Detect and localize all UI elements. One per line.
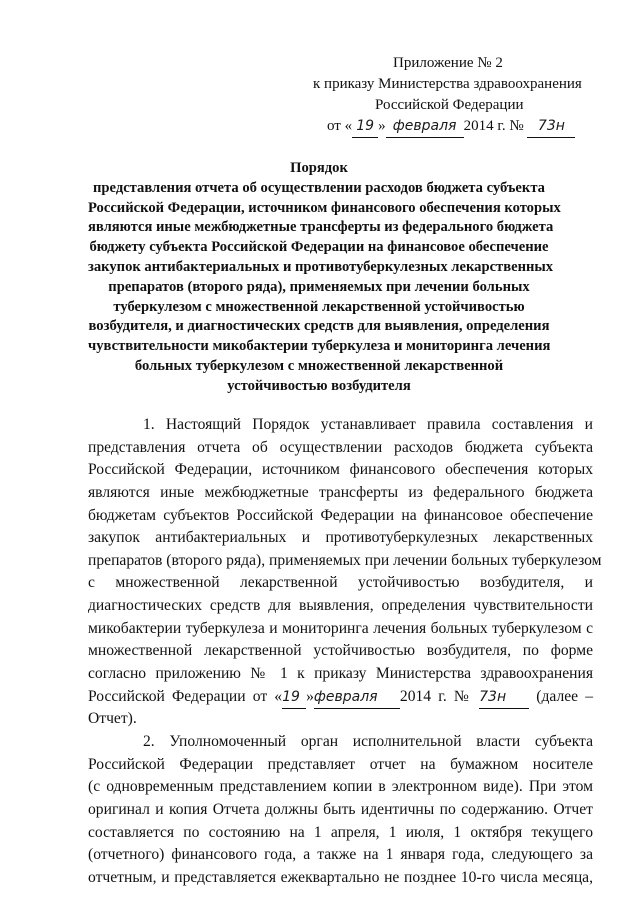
ref-year: 2014 г. № [399, 687, 472, 705]
appendix-number: Приложение № 2 [393, 55, 503, 71]
date-mid: » [378, 118, 386, 134]
title-line: бюджету субъекта Российской Федерации на финансовое обеспечение [89, 239, 549, 256]
paragraph-2 [88, 731, 593, 889]
paragraph-line: согласно приложению № 1 к приказу Министерства здравоохранения [88, 665, 593, 683]
title-line: закупок антибактериальных и противотуберкулезных лекарственных [88, 258, 554, 275]
paragraph-line: оригинал и копия Отчета должны быть идентичны по содержанию. Отчет [88, 800, 593, 818]
paragraph-line: с множественной лекарственной устойчивостью возбудителя, и [88, 574, 593, 592]
paragraph-line: отчетным, и представляется ежеквартально не позднее 10-го числа месяца, [88, 868, 593, 886]
title-line: туберкулезом с множественной лекарственной устойчивостью [113, 298, 525, 315]
paragraph-line: (с одновременным представлением копии в электронном виде). При этом [88, 778, 593, 796]
paragraph-line: препаратов (второго ряда), применяемых при лечении больных туберкулезом [88, 551, 602, 569]
date-prefix: от « [327, 118, 353, 134]
paragraph-line: множественной лекарственной устойчивостью возбудителя, по форме [88, 642, 593, 660]
title-line: представления отчета об осуществлении расходов бюджета субъекта [93, 179, 545, 196]
ref-month-handwritten: февраля [314, 686, 400, 710]
paragraph-line: (отчетного) финансового года, а также на 1 января года, следующего за [88, 846, 593, 864]
paragraph-1 [88, 414, 602, 731]
document-title [88, 159, 561, 397]
appendix-date-line [327, 116, 575, 138]
paragraph-line: микобактерии туберкулеза и мониторинга лечения больных туберкулезом с [88, 619, 593, 637]
title-line: больных туберкулезом с множественной лекарственной [134, 357, 504, 374]
title-line: чувствительности микобактерии туберкулеза и мониторинга лечения [88, 338, 551, 355]
paragraph-line: диагностических средств для выявления, определения чувствительности [88, 597, 593, 615]
date-day-handwritten: 19 [352, 116, 378, 138]
ref-number-handwritten: 73н [479, 686, 529, 710]
paragraph-line: Отчет). [88, 710, 137, 728]
appendix-federation-line: Российской Федерации [375, 97, 524, 113]
paragraph-line: являются иные межбюджетные трансферты из федерального бюджета [88, 483, 593, 501]
ref-day-handwritten: 19 [282, 686, 306, 710]
title-line: устойчивостью возбудителя [227, 377, 411, 394]
title-line: возбудителя, и диагностических средств для выявления, определения [88, 318, 550, 335]
date-year: 2014 г. № [463, 118, 524, 134]
appendix-order-line: к приказу Министерства здравоохранения [313, 76, 582, 92]
title-heading: Порядок [290, 160, 348, 176]
title-line: являются иные межбюджетные трансферты из федерального бюджета [88, 219, 554, 236]
title-line: препаратов (второго ряда), применяемых при лечении больных [108, 278, 530, 295]
paragraph-line: закупок антибактериальных и противотуберкулезных лекарственных [88, 529, 593, 547]
date-month-handwritten: февраля [386, 116, 464, 138]
paragraph-line: 2. Уполномоченный орган исполнительной власти субъекта [143, 732, 593, 750]
paragraph-line: бюджетам субъектов Российской Федерации на финансовое обеспечение [88, 506, 593, 524]
ref-suffix: (далее – [536, 687, 593, 705]
paragraph-line: Российской Федерации представляет отчет на бумажном носителе [88, 755, 593, 773]
paragraph-line: Российской Федерации, источником финансового обеспечения которых [88, 461, 593, 479]
order-reference-line [88, 686, 593, 709]
title-line: Российской Федерации, источником финансового обеспечения которых [88, 199, 561, 216]
paragraph-line: 1. Настоящий Порядок устанавливает правила составления и [143, 416, 593, 433]
ref-mid: » [306, 687, 314, 705]
document-body [88, 414, 602, 889]
ref-prefix: Российской Федерации от « [88, 687, 283, 705]
order-number-handwritten: 73н [527, 116, 575, 138]
paragraph-line: представления отчета об осуществлении расходов бюджета субъекта [88, 438, 593, 456]
paragraph-line: составляется по состоянию на 1 апреля, 1 июля, 1 октября текущего [88, 823, 593, 841]
